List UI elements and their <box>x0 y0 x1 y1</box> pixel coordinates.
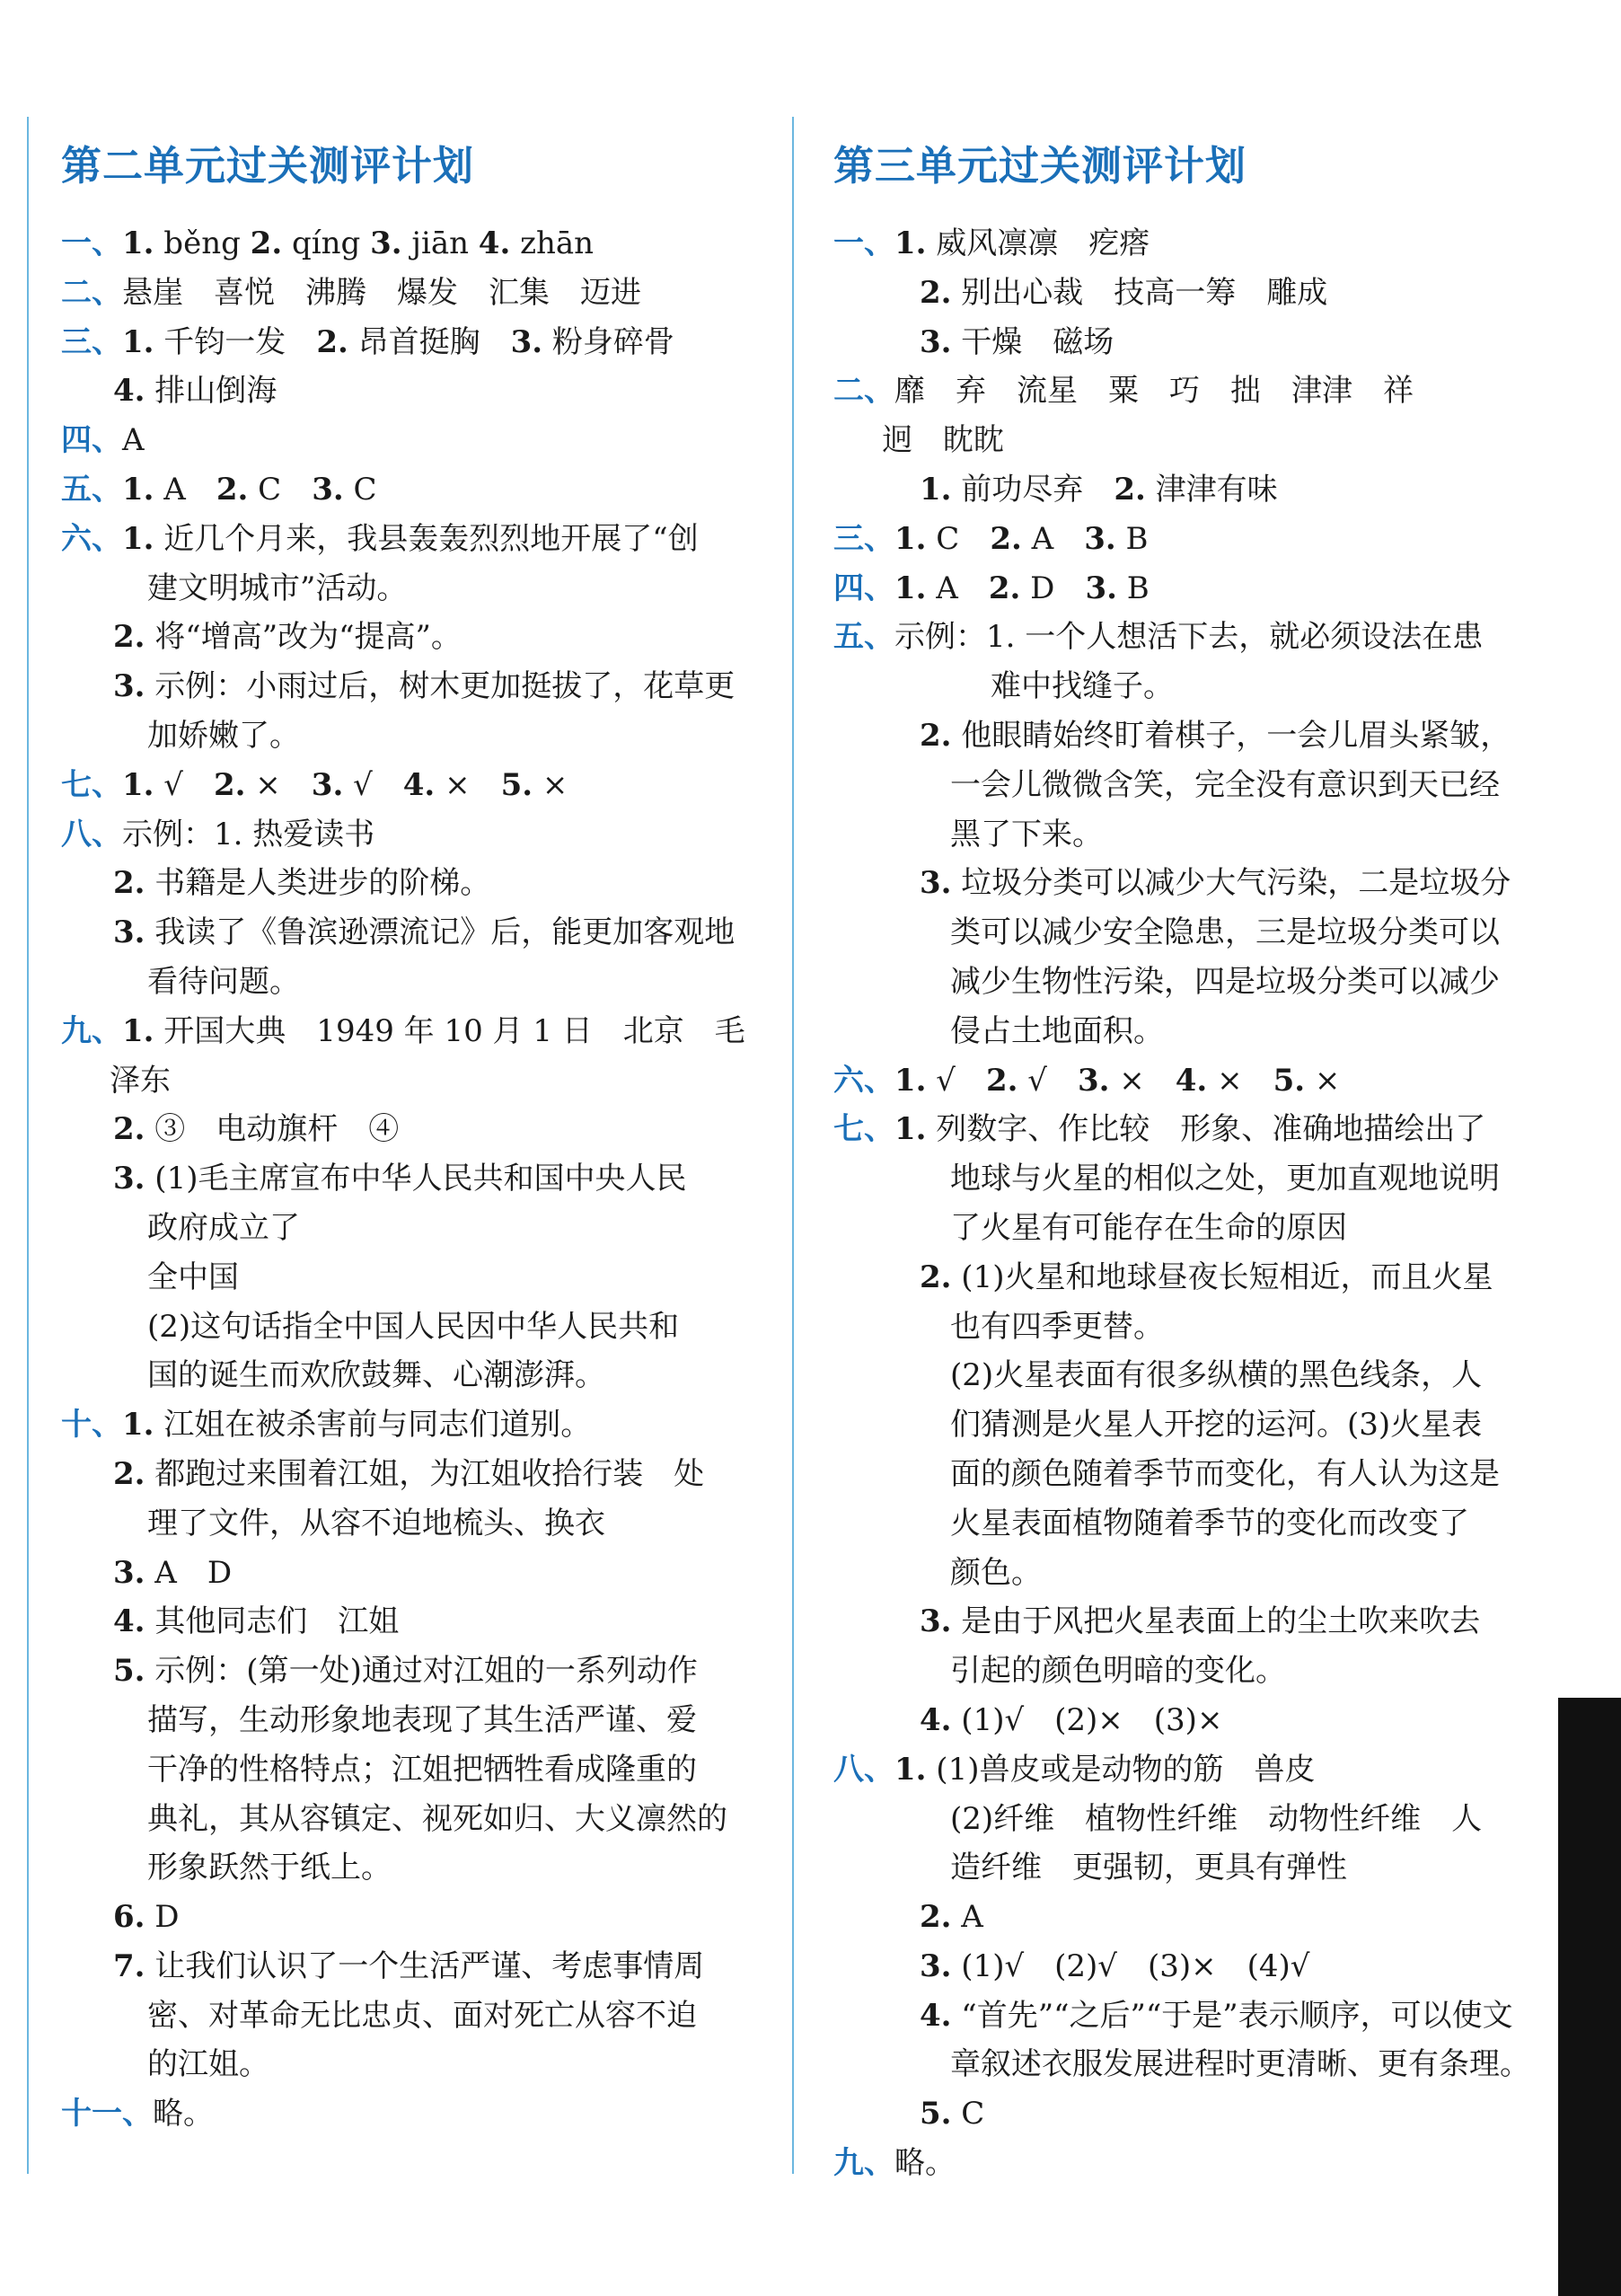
answer-line <box>61 1450 771 1499</box>
answer-text: 千钧一发 <box>154 323 317 360</box>
item-number: 2. <box>213 766 246 803</box>
answer-text: D <box>145 1899 180 1936</box>
answer-text: 排山倒海 <box>145 373 278 410</box>
answer-text: 前功尽弃 <box>951 471 1114 508</box>
section-marker: 二、 <box>833 373 894 410</box>
answer-line <box>833 1154 1534 1204</box>
item-number: 4. <box>1175 1062 1208 1099</box>
answer-text: 引起的颜色明暗的变化。 <box>950 1653 1286 1690</box>
item-number: 5. <box>113 1653 145 1690</box>
item-number: 1. <box>894 1062 927 1099</box>
item-number: 2. <box>113 865 145 902</box>
answer-line <box>833 2040 1534 2089</box>
answer-line <box>61 1400 771 1450</box>
answer-text: 示例：1. 一个人想活下去，就必须设法在患 <box>894 619 1484 656</box>
answer-text: C <box>248 471 313 508</box>
item-number: 3. <box>113 914 145 951</box>
answer-line <box>61 1303 771 1352</box>
answer-text: D <box>1020 570 1086 606</box>
answer-line <box>833 1549 1534 1598</box>
answer-text: 迥 眈眈 <box>882 422 1004 459</box>
column-divider-rule <box>792 117 794 2174</box>
section-marker: 三、 <box>61 323 122 360</box>
answer-text: (2)这句话指全中国人民因中华人民共和 <box>147 1308 680 1345</box>
answer-text: 江姐在被杀害前与同志们道别。 <box>154 1407 592 1444</box>
item-number: 2. <box>113 1455 145 1492</box>
item-number: 5. <box>1273 1062 1306 1099</box>
answer-line <box>61 1154 771 1204</box>
answer-text: × <box>533 766 568 803</box>
answer-text: (1)√ (2)√ (3)× (4)√ <box>951 1947 1310 1984</box>
answer-line <box>833 1696 1534 1745</box>
answer-text: běng <box>154 225 251 261</box>
answer-line <box>833 1843 1534 1893</box>
section-marker: 十、 <box>61 1407 122 1444</box>
item-number: 1. <box>122 1407 154 1444</box>
answer-text: 津津有味 <box>1145 471 1278 508</box>
item-number: 1. <box>122 225 154 261</box>
answer-line <box>833 711 1534 761</box>
answer-text: qíng <box>282 225 371 261</box>
answer-line <box>833 908 1534 958</box>
answer-line <box>833 1647 1534 1696</box>
item-number: 1. <box>122 520 154 557</box>
item-number: 1. <box>894 225 927 261</box>
section-marker: 七、 <box>833 1111 894 1148</box>
answer-line <box>833 761 1534 810</box>
answer-text: × <box>1207 1062 1273 1099</box>
answer-line <box>61 515 771 564</box>
answer-text: 面的颜色随着季节而变化，有人认为这是 <box>950 1455 1500 1492</box>
item-number: 2. <box>316 323 348 360</box>
answer-line <box>61 269 771 318</box>
answer-line <box>61 2040 771 2089</box>
answer-text: 别出心裁 技高一筹 雕成 <box>951 274 1328 311</box>
answer-line <box>833 810 1534 860</box>
answer-line <box>833 1007 1534 1056</box>
section-marker: 六、 <box>61 520 122 557</box>
answer-text: 其他同志们 江姐 <box>145 1603 400 1640</box>
answer-text: 也有四季更替。 <box>950 1308 1164 1345</box>
item-number: 7. <box>113 1947 145 1984</box>
answer-text: 国的诞生而欢欣鼓舞、心潮澎湃。 <box>147 1357 605 1394</box>
answer-text: 了火星有可能存在生命的原因 <box>950 1209 1347 1246</box>
answer-line <box>833 465 1534 515</box>
answer-line <box>61 908 771 958</box>
item-number: 4. <box>920 1997 952 2034</box>
left-section-title: 第二单元过关测评计划 <box>61 142 475 190</box>
answer-text: 典礼，其从容镇定、视死如归、大义凛然的 <box>147 1800 727 1837</box>
answer-line <box>61 1893 771 1942</box>
right-section-title: 第三单元过关测评计划 <box>833 142 1247 190</box>
answer-line <box>61 1991 771 2041</box>
answer-line <box>833 859 1534 908</box>
answer-text: ③ 电动旗杆 ④ <box>145 1111 400 1148</box>
section-marker: 十一、 <box>61 2096 153 2133</box>
item-number: 1. <box>122 1012 154 1049</box>
answer-line <box>833 1597 1534 1647</box>
item-number: 4. <box>113 373 145 410</box>
item-number: 3. <box>113 668 145 705</box>
answer-text: 们猜测是火星人开挖的运河。(3)火星表 <box>950 1407 1483 1444</box>
answer-text: 示例：1. 热爱读书 <box>122 816 375 852</box>
answer-line <box>833 416 1534 465</box>
answer-text: 黑了下来。 <box>950 816 1103 852</box>
answer-line <box>61 1942 771 1991</box>
answer-line <box>61 1499 771 1549</box>
item-number: 2. <box>113 619 145 656</box>
answer-line <box>61 1351 771 1400</box>
answer-text: C <box>926 520 991 557</box>
answer-line <box>833 662 1534 711</box>
answer-text: “首先”“之后”“于是”表示顺序，可以使文 <box>951 1997 1513 2034</box>
answer-text: 示例：(第一处)通过对江姐的一系列动作 <box>145 1653 698 1690</box>
item-number: 2. <box>988 570 1021 606</box>
item-number: 3. <box>1085 570 1117 606</box>
answer-line <box>833 613 1534 662</box>
answer-text: 昂首挺胸 <box>348 323 511 360</box>
item-number: 1. <box>122 471 154 508</box>
answer-text: √ <box>154 766 214 803</box>
answer-text: A <box>1021 520 1085 557</box>
answer-text: 全中国 <box>147 1258 239 1295</box>
item-number: 3. <box>370 225 402 261</box>
answer-line <box>61 366 771 416</box>
answer-line <box>61 1105 771 1154</box>
answer-line <box>833 1303 1534 1352</box>
answer-line <box>61 1253 771 1303</box>
answer-text: 加娇嫩了。 <box>147 717 300 754</box>
left-answer-list <box>61 219 771 2139</box>
answer-line <box>61 958 771 1007</box>
section-marker: 二、 <box>61 274 122 311</box>
item-number: 3. <box>113 1161 145 1197</box>
item-number: 1. <box>894 520 927 557</box>
scan-edge-shadow <box>1558 1698 1621 2296</box>
answer-text: 威风凛凛 疙瘩 <box>926 225 1150 261</box>
answer-line <box>61 1549 771 1598</box>
answer-line <box>833 1499 1534 1549</box>
answer-line <box>833 318 1534 367</box>
answer-line <box>61 613 771 662</box>
answer-text: 让我们认识了一个生活严谨、考虑事情周 <box>145 1947 705 1984</box>
answer-text: 减少生物性污染，四是垃圾分类可以减少 <box>950 963 1500 1000</box>
item-number: 2. <box>920 717 952 754</box>
answer-text: 书籍是人类进步的阶梯。 <box>145 865 491 902</box>
item-number: 6. <box>113 1899 145 1936</box>
item-number: 3. <box>920 865 952 902</box>
answer-line <box>61 1696 771 1745</box>
answer-text: × <box>435 766 501 803</box>
answer-text: 政府成立了 <box>147 1209 300 1246</box>
answer-text: × <box>1305 1062 1341 1099</box>
answer-line <box>833 958 1534 1007</box>
answer-text: jiān <box>401 225 479 261</box>
section-marker: 一、 <box>61 225 122 261</box>
answer-line <box>61 1056 771 1106</box>
answer-text: (1)√ (2)× (3)× <box>951 1701 1223 1738</box>
answer-line <box>833 515 1534 564</box>
section-marker: 四、 <box>833 570 894 606</box>
answer-line <box>61 662 771 711</box>
item-number: 3. <box>113 1554 145 1591</box>
answer-line <box>61 1647 771 1696</box>
item-number: 2. <box>920 274 952 311</box>
answer-line <box>833 366 1534 416</box>
item-number: 3. <box>1084 520 1116 557</box>
item-number: 3. <box>311 766 344 803</box>
answer-line <box>833 1991 1534 2041</box>
answer-line <box>833 1942 1534 1991</box>
answer-text: 开国大典 1949 年 10 月 1 日 北京 毛 <box>154 1012 745 1049</box>
answer-text: 悬崖 喜悦 沸腾 爆发 汇集 迈进 <box>122 274 641 311</box>
answer-text: 难中找缝子。 <box>991 668 1174 705</box>
item-number: 1. <box>894 1111 927 1148</box>
answer-line <box>61 318 771 367</box>
answer-line <box>61 1795 771 1844</box>
answer-text: 一会儿微微含笑，完全没有意识到天已经 <box>950 766 1500 803</box>
answer-line <box>61 810 771 860</box>
answer-text: 将“增高”改为“提高”。 <box>145 619 462 656</box>
item-number: 1. <box>920 471 952 508</box>
section-marker: 八、 <box>61 816 122 852</box>
left-column <box>61 126 771 2139</box>
answer-line <box>61 711 771 761</box>
answer-text: √ <box>926 1062 986 1099</box>
answer-text: 造纤维 更强韧，更具有弹性 <box>950 1850 1347 1886</box>
answer-line <box>833 1795 1534 1844</box>
item-number: 4. <box>402 766 436 803</box>
item-number: 3. <box>920 1603 952 1640</box>
item-number: 5. <box>920 2096 952 2133</box>
section-marker: 五、 <box>833 619 894 656</box>
section-marker: 七、 <box>61 766 122 803</box>
answer-text: 他眼睛始终盯着棋子，一会儿眉头紧皱， <box>951 717 1511 754</box>
answer-text: 略。 <box>894 2145 956 2182</box>
answer-text: zhān <box>510 225 595 261</box>
answer-line <box>61 465 771 515</box>
answer-line <box>833 1400 1534 1450</box>
answer-text: 我读了《鲁滨逊漂流记》后，能更加客观地 <box>145 914 736 951</box>
answer-line <box>833 1893 1534 1942</box>
answer-line <box>833 1450 1534 1499</box>
left-margin-rule <box>27 117 29 2174</box>
answer-text: A <box>951 1899 983 1936</box>
answer-text: (2)纤维 植物性纤维 动物性纤维 人 <box>950 1800 1483 1837</box>
answer-line <box>833 1745 1534 1795</box>
answer-text: C <box>951 2096 985 2133</box>
answer-text: A <box>154 471 216 508</box>
section-marker: 四、 <box>61 422 122 459</box>
answer-text: × <box>245 766 312 803</box>
answer-line <box>833 1105 1534 1154</box>
answer-text: 形象跃然于纸上。 <box>147 1850 392 1886</box>
answer-text: 是由于风把火星表面上的尘土吹来吹去 <box>951 1603 1481 1640</box>
answer-text: (2)火星表面有很多纵横的黑色线条，人 <box>950 1357 1483 1394</box>
answer-line <box>61 2089 771 2139</box>
answer-text: B <box>1115 520 1149 557</box>
answer-line <box>61 1007 771 1056</box>
item-number: 2. <box>920 1899 952 1936</box>
section-marker: 九、 <box>833 2145 894 2182</box>
item-number: 2. <box>990 520 1022 557</box>
answer-text: 粉身碎骨 <box>542 323 674 360</box>
answer-text: 侵占土地面积。 <box>950 1012 1164 1049</box>
answer-line <box>61 1745 771 1795</box>
answer-line <box>833 269 1534 318</box>
answer-text: 章叙述衣服发展进程时更清晰、更有条理。 <box>950 2046 1530 2083</box>
answer-text: × <box>1109 1062 1176 1099</box>
section-marker: 五、 <box>61 471 122 508</box>
answer-text: 地球与火星的相似之处，更加直观地说明 <box>950 1161 1500 1197</box>
item-number: 2. <box>216 471 249 508</box>
item-number: 3. <box>312 471 344 508</box>
answer-text: 干燥 磁场 <box>951 323 1114 360</box>
answer-text: 类可以减少安全隐患，三是垃圾分类可以 <box>950 914 1500 951</box>
item-number: 4. <box>478 225 511 261</box>
answer-line <box>61 1843 771 1893</box>
answer-text: 靡 弃 流星 粟 巧 拙 津津 祥 <box>894 373 1414 410</box>
answer-line <box>833 2139 1534 2188</box>
answer-text: (1)毛主席宣布中华人民共和国中央人民 <box>145 1161 687 1197</box>
answer-text: √ <box>343 766 403 803</box>
item-number: 1. <box>122 766 154 803</box>
item-number: 1. <box>894 1751 927 1788</box>
item-number: 5. <box>500 766 533 803</box>
answer-text: A <box>122 422 145 459</box>
item-number: 4. <box>113 1603 145 1640</box>
right-answer-list <box>833 219 1534 2188</box>
answer-line <box>61 219 771 269</box>
answer-text: 的江姐。 <box>147 2046 269 2083</box>
answer-text: (1)火星和地球昼夜长短相近，而且火星 <box>951 1258 1493 1295</box>
answer-line <box>833 1056 1534 1106</box>
answer-text: 示例：小雨过后，树木更加挺拔了，花草更 <box>145 668 736 705</box>
answer-text: (1)兽皮或是动物的筋 兽皮 <box>926 1751 1316 1788</box>
answer-text: 描写，生动形象地表现了其生活严谨、爱 <box>147 1701 697 1738</box>
answer-line <box>833 564 1534 614</box>
answer-text: 略。 <box>153 2096 214 2133</box>
answer-line <box>61 416 771 465</box>
item-number: 3. <box>1077 1062 1110 1099</box>
item-number: 1. <box>122 323 154 360</box>
right-column <box>833 126 1534 2188</box>
answer-text: 泽东 <box>110 1062 171 1099</box>
section-marker: 六、 <box>833 1062 894 1099</box>
answer-text: A <box>926 570 989 606</box>
item-number: 4. <box>920 1701 952 1738</box>
item-number: 2. <box>113 1111 145 1148</box>
item-number: 2. <box>920 1258 952 1295</box>
answer-text: √ <box>1018 1062 1078 1099</box>
answer-text: B <box>1116 570 1150 606</box>
item-number: 3. <box>920 1947 952 1984</box>
item-number: 3. <box>920 323 952 360</box>
section-marker: 九、 <box>61 1012 122 1049</box>
answer-line <box>61 1204 771 1253</box>
answer-line <box>61 761 771 810</box>
answer-text: 近几个月来，我县轰轰烈烈地开展了“创 <box>154 520 699 557</box>
answer-text: A D <box>145 1554 233 1591</box>
answer-line <box>61 564 771 614</box>
section-marker: 三、 <box>833 520 894 557</box>
answer-text: 都跑过来围着江姐，为江姐收拾行装 处 <box>145 1455 705 1492</box>
answer-line <box>61 1597 771 1647</box>
answer-text: 建文明城市”活动。 <box>147 570 408 606</box>
answer-text: 列数字、作比较 形象、准确地描绘出了 <box>926 1111 1486 1148</box>
answer-text: 理了文件，从容不迫地梳头、换衣 <box>147 1505 605 1541</box>
answer-text: 看待问题。 <box>147 963 300 1000</box>
answer-line <box>833 1204 1534 1253</box>
item-number: 2. <box>985 1062 1018 1099</box>
answer-line <box>833 1253 1534 1303</box>
answer-text: 干净的性格特点；江姐把牺牲看成隆重的 <box>147 1751 697 1788</box>
item-number: 2. <box>1114 471 1146 508</box>
answer-text: 火星表面植物随着季节的变化而改变了 <box>950 1505 1469 1541</box>
section-marker: 八、 <box>833 1751 894 1788</box>
section-marker: 一、 <box>833 225 894 261</box>
answer-line <box>833 2089 1534 2139</box>
answer-text: 垃圾分类可以减少大气污染，二是垃圾分 <box>951 865 1511 902</box>
item-number: 3. <box>510 323 543 360</box>
answer-text: 密、对革命无比忠贞、面对死亡从容不迫 <box>147 1997 697 2034</box>
item-number: 2. <box>250 225 283 261</box>
answer-line <box>833 219 1534 269</box>
answer-text: C <box>343 471 377 508</box>
answer-line <box>833 1351 1534 1400</box>
answer-line <box>61 859 771 908</box>
answer-text: 颜色。 <box>950 1554 1042 1591</box>
item-number: 1. <box>894 570 927 606</box>
